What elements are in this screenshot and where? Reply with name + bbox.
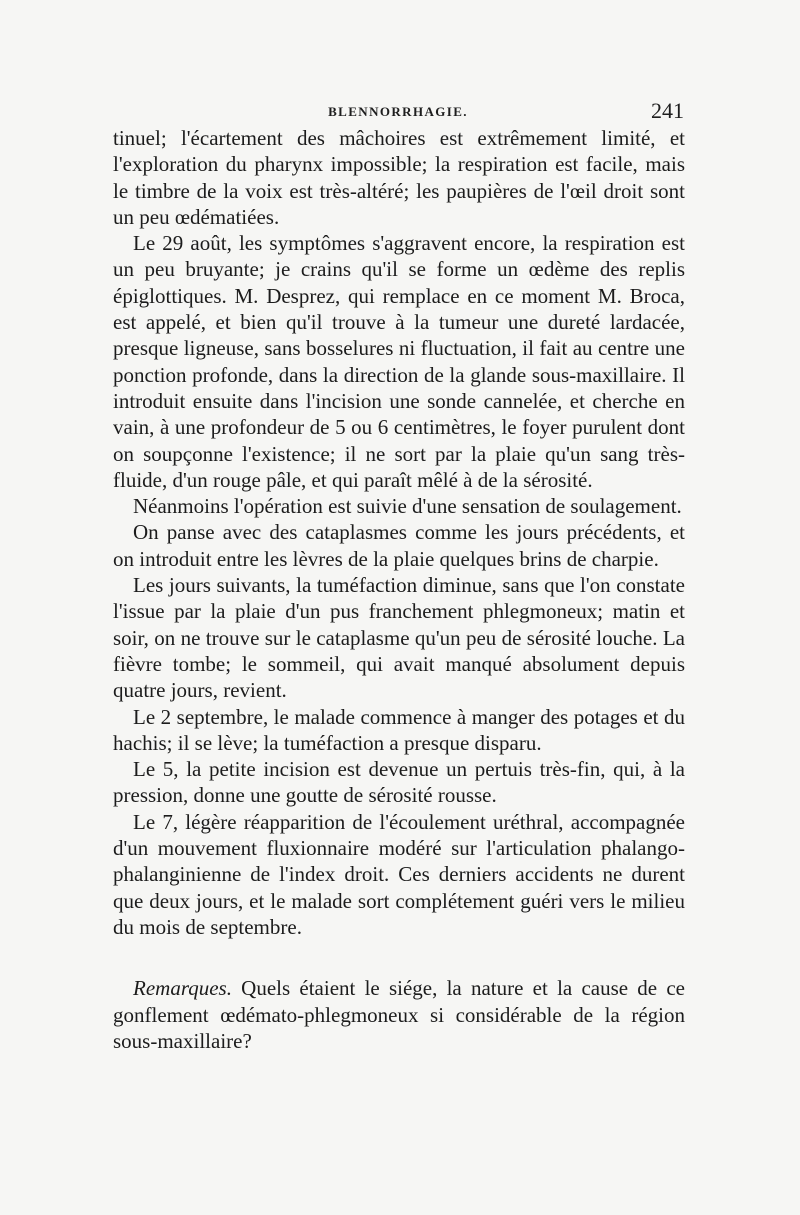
paragraph: tinuel; l'écartement des mâchoires est extrêmement limité, et l'exploration du pharynx impossible; la respiration est facile, mais le timbre de la voix est très-altéré; les paupières de l'œil droit sont un peu œdématiées. [113, 126, 685, 229]
paragraph: Le 7, légère réapparition de l'écoulement uréthral, accompagnée d'un mouvement fluxionnaire modéré sur l'articulation phalango-phalanginienne de l'index droit. Ces derniers accidents ne durent que deux jours, et le malade sort complétement guéri vers le milieu du mois de septembre. [113, 809, 685, 939]
paragraph: Le 29 août, les symptômes s'aggravent encore, la respiration est un peu bruyante; je crains qu'il se forme un œdème des replis épiglottiques. M. Desprez, qui remplace en ce moment M. Broca, est appelé, et bien qu'il trouve à la tumeur une dureté lardacée, presque ligneuse, sans bosselures ni fluctuation, il fait au centre une ponction profonde, dans la direction de la glande sous-maxillaire. Il introduit ensuite dans l'incision une sonde cannelée, et cherche en vain, à une profondeur de 5 ou 6 centimètres, le foyer purulent dont on soupçonne l'existence; il ne sort par la plaie qu'un sang très-fluide, d'un rouge pâle, et qui paraît mêlé à de la sérosité. [113, 231, 685, 492]
paragraph: Les jours suivants, la tuméfaction diminue, sans que l'on constate l'issue par la plaie d'un pus franchement phlegmoneux; matin et soir, on ne trouve sur le cataplasme qu'un peu de sérosité louche. La fièvre tombe; le sommeil, qui avait manqué absolument depuis quatre jours, revient. [113, 573, 685, 703]
remarks-lead: Remarques. [133, 976, 232, 1001]
paragraph: Néanmoins l'opération est suivie d'une sensation de soulagement. [133, 494, 682, 519]
page-header [112, 98, 684, 124]
paragraph: Le 2 septembre, le malade commence à manger des potages et du hachis; il se lève; la tuméfaction a presque disparu. [113, 704, 685, 755]
page-number: 241 [651, 98, 684, 123]
remarks-text: Quels étaient le siége, la nature et la cause de ce gonflement œdémato-phlegmoneux si considérable de la région sous-maxillaire? [113, 976, 685, 1053]
body-text [113, 125, 685, 1054]
paragraph: Le 5, la petite incision est devenue un pertuis très-fin, qui, à la pression, donne une goutte de sérosité rousse. [113, 757, 685, 808]
paragraph: On panse avec des cataplasmes comme les jours précédents, et on introduit entre les lèvres de la plaie quelques brins de charpie. [113, 520, 685, 571]
running-title: BLENNORRHAGIE. [328, 104, 468, 119]
remarks-paragraph [113, 975, 685, 1054]
